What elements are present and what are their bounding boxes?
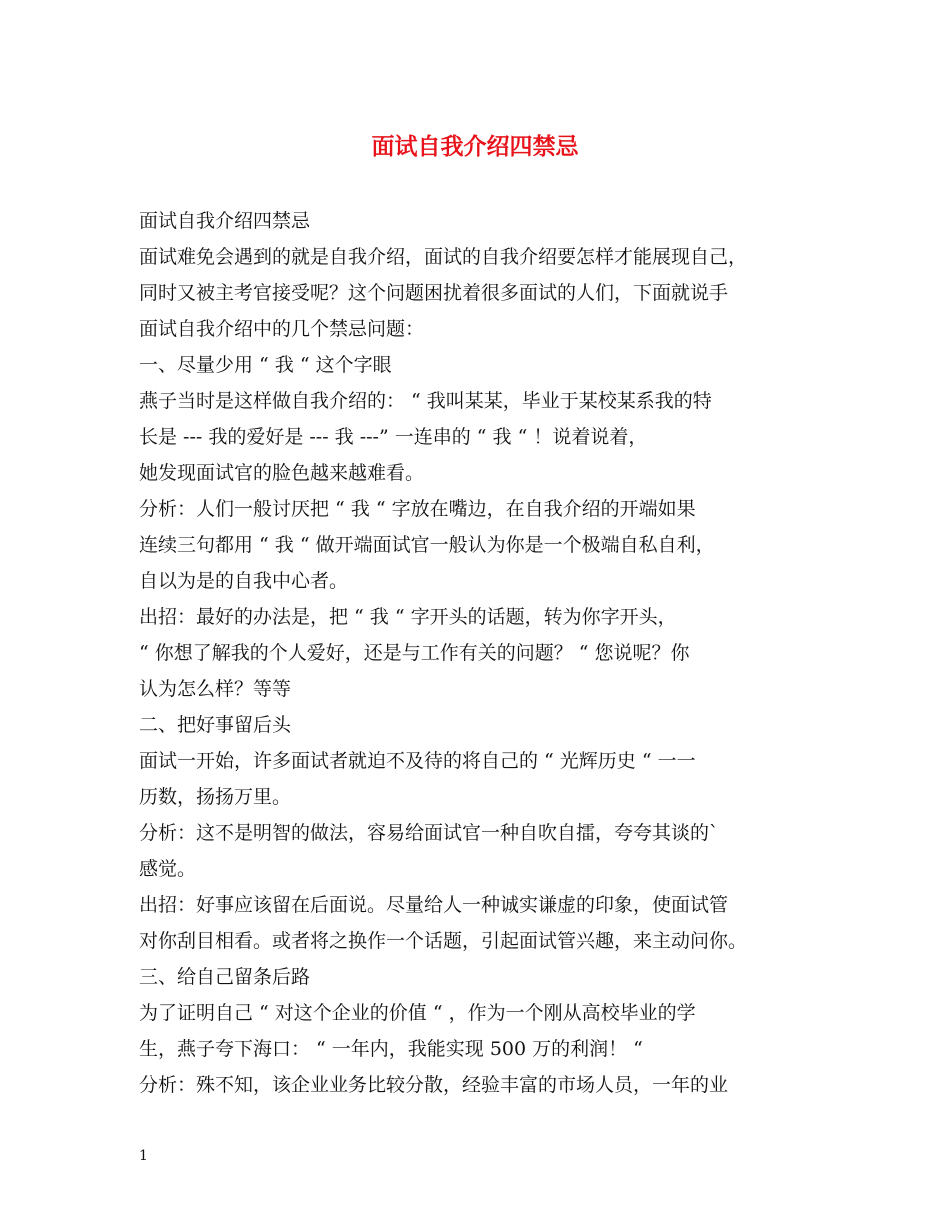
text-line: 感觉。 (139, 858, 197, 880)
text-line: 她发现面试官的脸色越来越难看。 (139, 462, 425, 484)
text-line: 分析：这不是明智的做法，容易给面试官一种自吹自擂，夸夸其谈的` (139, 822, 719, 844)
page-number: 1 (139, 1148, 148, 1164)
section-heading: 三、给自己留条后路 (139, 966, 311, 988)
text-line: 出招：最好的办法是，把 “ 我 “ 字开头的话题，转为你字开头， (139, 606, 677, 628)
text-line: 自以为是的自我中心者。 (139, 570, 349, 592)
section-heading: 二、把好事留后头 (139, 714, 292, 736)
text-line: 认为怎么样？等等 (139, 678, 292, 700)
text-line: 面试自我介绍四禁忌 (139, 210, 311, 232)
section-heading: 一、尽量少用 “ 我 “ 这个字眼 (139, 354, 392, 376)
page-title: 面试自我介绍四禁忌 (371, 134, 579, 160)
text-line: 连续三句都用 “ 我 “ 做开端面试官一般认为你是一个极端自私自利， (139, 534, 715, 556)
text-line: 面试难免会遇到的就是自我介绍，面试的自我介绍要怎样才能展现自己， (139, 246, 748, 268)
text-line: 生，燕子夸下海口： “ 一年内，我能实现 500 万的利润！ “ (139, 1038, 643, 1060)
text-line: 燕子当时是这样做自我介绍的： “ 我叫某某，毕业于某校某系我的特 (139, 390, 712, 412)
text-line: 分析：人们一般讨厌把 “ 我 “ 字放在嘴边，在自我介绍的开端如果 (139, 498, 696, 520)
text-line: 对你刮目相看。或者将之换作一个话题，引起面试管兴趣，来主动问你。 (139, 930, 748, 952)
text-line: 分析：殊不知，该企业业务比较分散，经验丰富的市场人员，一年的业 (139, 1074, 729, 1096)
text-line: 同时又被主考官接受呢？这个问题困扰着很多面试的人们，下面就说手 (139, 282, 729, 304)
text-line: 长是 --- 我的爱好是 --- 我 ---” 一连串的 “ 我 “ ！说着说着， (139, 426, 648, 448)
text-line: “ 你想了解我的个人爱好，还是与工作有关的问题？ “ 您说呢？你 (139, 642, 690, 664)
text-line: 面试一开始，许多面试者就迫不及待的将自己的 “ 光辉历史 “ 一一 (139, 750, 696, 772)
text-line: 出招：好事应该留在后面说。尽量给人一种诚实谦虚的印象，使面试管 (139, 894, 729, 916)
document-body (139, 203, 839, 1103)
text-line: 面试自我介绍中的几个禁忌问题： (139, 318, 425, 340)
text-line: 历数，扬扬万里。 (139, 786, 292, 808)
text-line: 为了证明自己 “ 对这个企业的价值 “ ，作为一个刚从高校毕业的学 (139, 1002, 696, 1024)
